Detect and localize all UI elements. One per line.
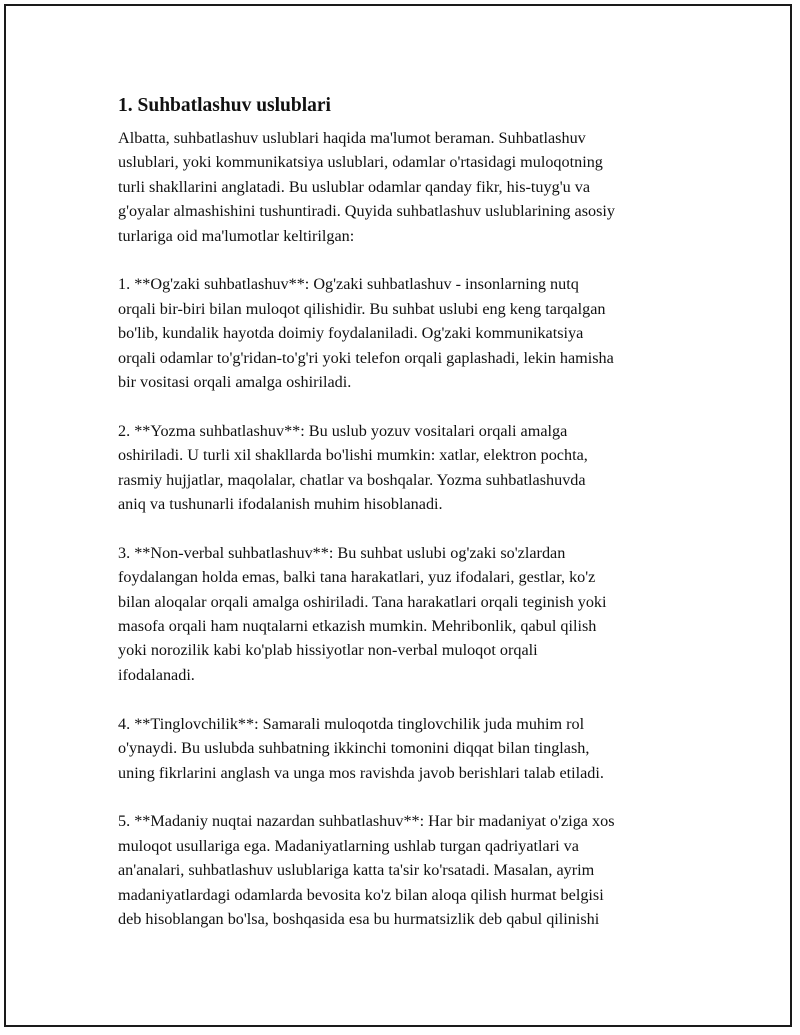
text-line: muloqot usullariga ega. Madaniyatlarning ushlab turgan qadriyatlari va — [118, 836, 579, 855]
text-line: aniq va tushunarli ifodalanish muhim hisoblanadi. — [118, 495, 443, 514]
text-line: masofa orqali ham nuqtalarni etkazish mumkin. Mehribonlik, qabul qilish — [118, 617, 597, 636]
text-line: 4. **Tinglovchilik**: Samarali muloqotda tinglovchilik juda muhim rol — [118, 714, 585, 733]
paragraph — [118, 809, 688, 931]
text-line: yoki norozilik kabi ko'plab hissiyotlar non-verbal muloqot orqali — [118, 641, 538, 660]
text-line: bilan aloqalar orqali amalga oshiriladi. Tana harakatlari orqali teginish yoki — [118, 592, 607, 611]
text-line: madaniyatlardagi odamlarda bevosita ko'z bilan aloqa qilish hurmat belgisi — [118, 885, 604, 904]
text-line: bir vositasi orqali amalga oshiriladi. — [118, 373, 352, 392]
text-line: uning fikrlarini anglash va unga mos ravishda javob berishlari talab etiladi. — [118, 763, 604, 782]
text-line: g'oyalar almashishini tushuntiradi. Quyida suhbatlashuv uslublarining asosiy — [118, 202, 616, 221]
text-line: orqali odamlar to'g'ridan-to'g'ri yoki telefon orqali gaplashadi, lekin hamisha — [118, 348, 614, 367]
paragraph — [118, 126, 688, 248]
text-line: bo'lib, kundalik hayotda doimiy foydalaniladi. Og'zaki kommunikatsiya — [118, 324, 584, 343]
text-line: 1. **Og'zaki suhbatlashuv**: Og'zaki suhbatlashuv - insonlarning nutq — [118, 275, 579, 294]
paragraph-list — [118, 126, 688, 931]
document-body — [118, 92, 688, 956]
text-line: turlariga oid ma'lumotlar keltirilgan: — [118, 226, 355, 245]
text-line: rasmiy hujjatlar, maqolalar, chatlar va boshqalar. Yozma suhbatlashuvda — [118, 470, 586, 489]
paragraph — [118, 272, 688, 394]
text-line: 5. **Madaniy nuqtai nazardan suhbatlashuv**: Har bir madaniyat o'ziga xos — [118, 812, 615, 831]
text-line: o'ynaydi. Bu uslubda suhbatning ikkinchi tomonini diqqat bilan tinglash, — [118, 739, 590, 758]
text-line: ifodalanadi. — [118, 665, 195, 684]
paragraph — [118, 712, 688, 785]
text-line: 3. **Non-verbal suhbatlashuv**: Bu suhbat uslubi og'zaki so'zlardan — [118, 543, 566, 562]
text-line: foydalangan holda emas, balki tana harakatlari, yuz ifodalari, gestlar, ko'z — [118, 568, 596, 587]
paragraph — [118, 541, 688, 687]
text-line: oshiriladi. U turli xil shakllarda bo'lishi mumkin: xatlar, elektron pochta, — [118, 446, 588, 465]
text-line: turli shakllarini anglatadi. Bu uslublar odamlar qanday fikr, his-tuyg'u va — [118, 177, 591, 196]
text-line: Albatta, suhbatlashuv uslublari haqida ma'lumot beraman. Suhbatlashuv — [118, 129, 586, 147]
paragraph — [118, 419, 688, 517]
text-line: deb hisoblangan bo'lsa, boshqasida esa bu hurmatsizlik deb qabul qilinishi — [118, 909, 600, 928]
section-heading: 1. Suhbatlashuv uslublari — [118, 95, 331, 116]
text-line: orqali bir-biri bilan muloqot qilishidir. Bu suhbat uslubi eng keng tarqalgan — [118, 299, 606, 318]
text-line: an'analari, suhbatlashuv uslublariga katta ta'sir ko'rsatadi. Masalan, ayrim — [118, 861, 595, 880]
text-line: 2. **Yozma suhbatlashuv**: Bu uslub yozuv vositalari orqali amalga — [118, 421, 568, 440]
text-line: uslublari, yoki kommunikatsiya uslublari, odamlar o'rtasidagi muloqotning — [118, 153, 603, 172]
